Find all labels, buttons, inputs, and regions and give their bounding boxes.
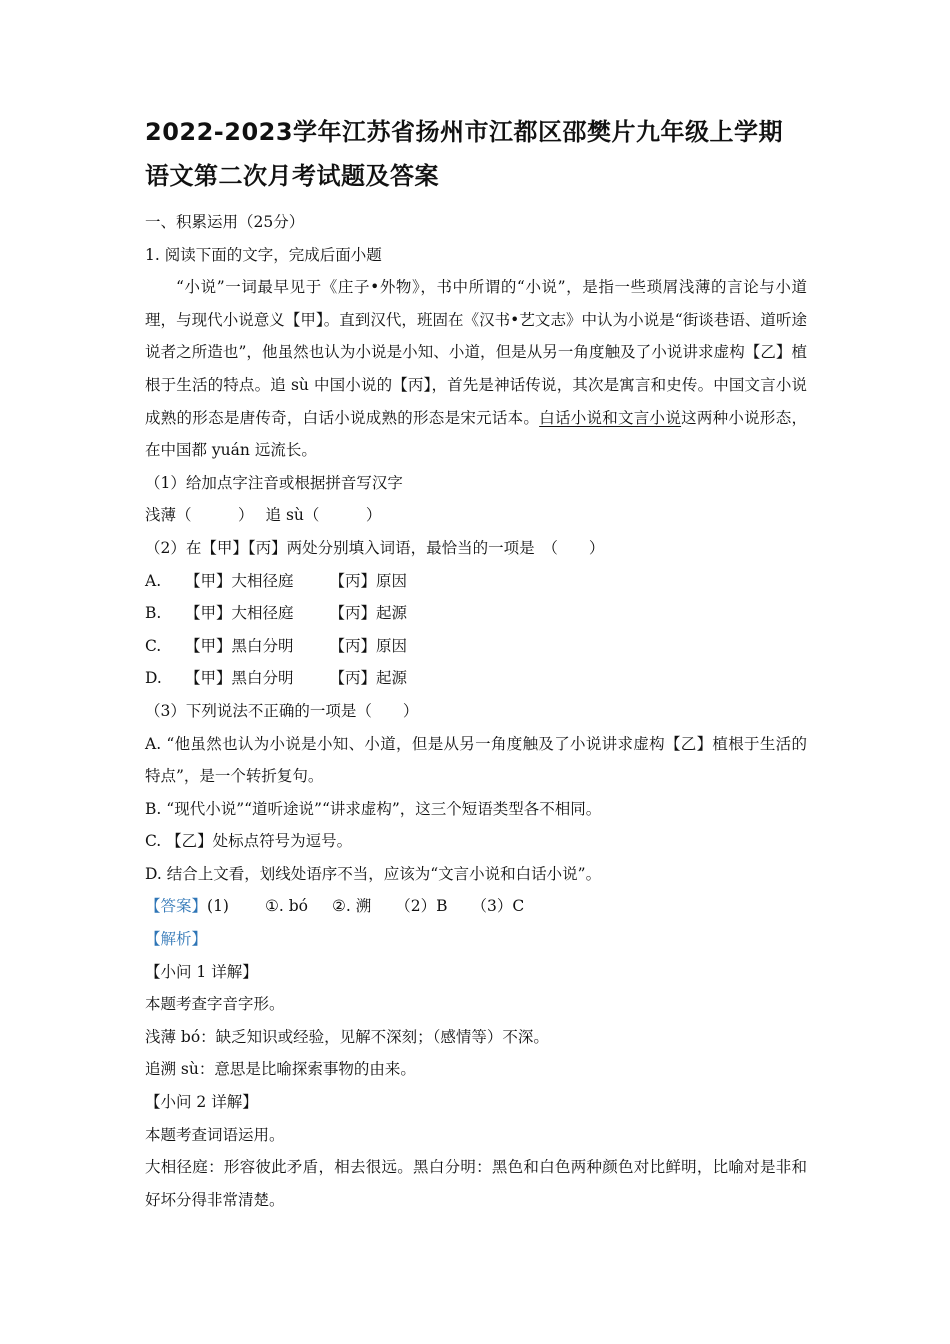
option-text: “他虽然也认为小说是小知、小道，但是从另一角度触及了小说讲求虚构【乙】植根于生活的特点”，是一个转折复句。 [145,734,807,786]
option-letter: A. [145,571,162,590]
reading-passage [145,271,807,467]
blank-zhuisu: 追 sù（ ） [265,506,382,525]
subquestion-3-option-a [145,728,807,793]
detail-1-line: 本题考查字音字形。 [145,995,285,1014]
detail-1-line: 追溯 sù：意思是比喻探索事物的由来。 [145,1060,416,1079]
subquestion-2-option-a [145,565,807,598]
document-page [145,110,807,1216]
option-letter: C. [145,832,162,851]
subquestion-2-prompt: （2）在【甲】【丙】两处分别填入词语，最恰当的一项是 （ ） [145,538,605,557]
section-heading: 一、积累运用（25分） [145,213,305,231]
analysis-label: 【解析】 [145,930,208,949]
option-bing: 【丙】原因 [329,636,408,655]
answer-part-4: （2）B [395,897,448,916]
option-text: “现代小说”“道听途说”“讲求虚构”，这三个短语类型各不相同。 [166,799,602,818]
subquestion-1-blanks [145,499,807,532]
option-jia: 【甲】黑白分明 [185,669,294,688]
subquestion-3-prompt: （3）下列说法不正确的一项是（ ） [145,701,419,720]
option-text: 结合上文看，划线处语序不当，应该为“文言小说和白话小说”。 [166,864,602,883]
answer-label: 【答案】 [145,897,208,916]
option-jia: 【甲】黑白分明 [185,636,294,655]
option-bing: 【丙】原因 [329,571,408,590]
option-bing: 【丙】起源 [329,604,408,623]
detail-2-line: 本题考查词语运用。 [145,1125,285,1144]
detail-2-line: 大相径庭：形容彼此矛盾，相去很远。黑白分明：黑色和白色两种颜色对比鲜明，比喻对是非和好坏分得非常清楚。 [145,1158,807,1209]
subquestion-2-option-b [145,597,807,630]
blank-qianbo: 浅薄（ ） [145,506,254,525]
option-letter: C. [145,636,162,655]
detail-1-heading: 【小问 1 详解】 [145,962,258,981]
option-jia: 【甲】大相径庭 [185,604,294,623]
answer-part-5: （3）C [471,897,525,916]
option-text: 【乙】处标点符号为逗号。 [166,832,353,851]
question-1-intro: 1. 阅读下面的文字，完成后面小题 [145,245,382,264]
answer-line [145,890,807,923]
answer-part-1: (1) [207,897,229,916]
subquestion-2-option-d [145,662,807,695]
subquestion-1-prompt: （1）给加点字注音或根据拼音写汉字 [145,473,403,492]
detail-2-heading: 【小问 2 详解】 [145,1093,258,1112]
option-letter: A. [145,734,162,753]
detail-1-line: 浅薄 bó：缺乏知识或经验，见解不深刻；（感情等）不深。 [145,1027,549,1046]
option-letter: B. [145,604,162,623]
answer-part-2: ①. bó [264,897,308,916]
passage-main-text: “小说”一词最早见于《庄子•外物》，书中所谓的“小说”，是指一些琐屑浅薄的言论与小道理，与现代小说意义【甲】。直到汉代，班固在《汉书•艺文志》中认为小说是“街谈巷语、道听途说者之所造也”，他虽然也认为小说是小知、小道，但是从另一角度触及了小说讲求虚构【乙】植根于生活的特点。追 sù 中国小说的【丙】，首先是神话传说，其次是寓言和史传。中国文言小说成熟的形态是唐传奇，白话小说成熟的形态是宋元话本。 [145,278,807,427]
option-letter: D. [145,864,162,883]
passage-end-text: 这两种小说形态，在中国都 yuán 远流长。 [145,408,807,460]
answer-part-3: ②. 溯 [332,897,372,916]
option-jia: 【甲】大相径庭 [185,571,294,590]
document-title: 2022-2023学年江苏省扬州市江都区邵樊片九年级上学期语文第二次月考试题及答案 [145,118,784,190]
option-letter: B. [145,799,162,818]
subquestion-2-option-c [145,630,807,663]
subquestion-3-option-c [145,825,807,858]
subquestion-3-option-d [145,858,807,891]
option-bing: 【丙】起源 [329,669,408,688]
option-letter: D. [145,669,162,688]
subquestion-3-option-b [145,793,807,826]
passage-underlined-text: 白话小说和文言小说 [539,408,682,427]
